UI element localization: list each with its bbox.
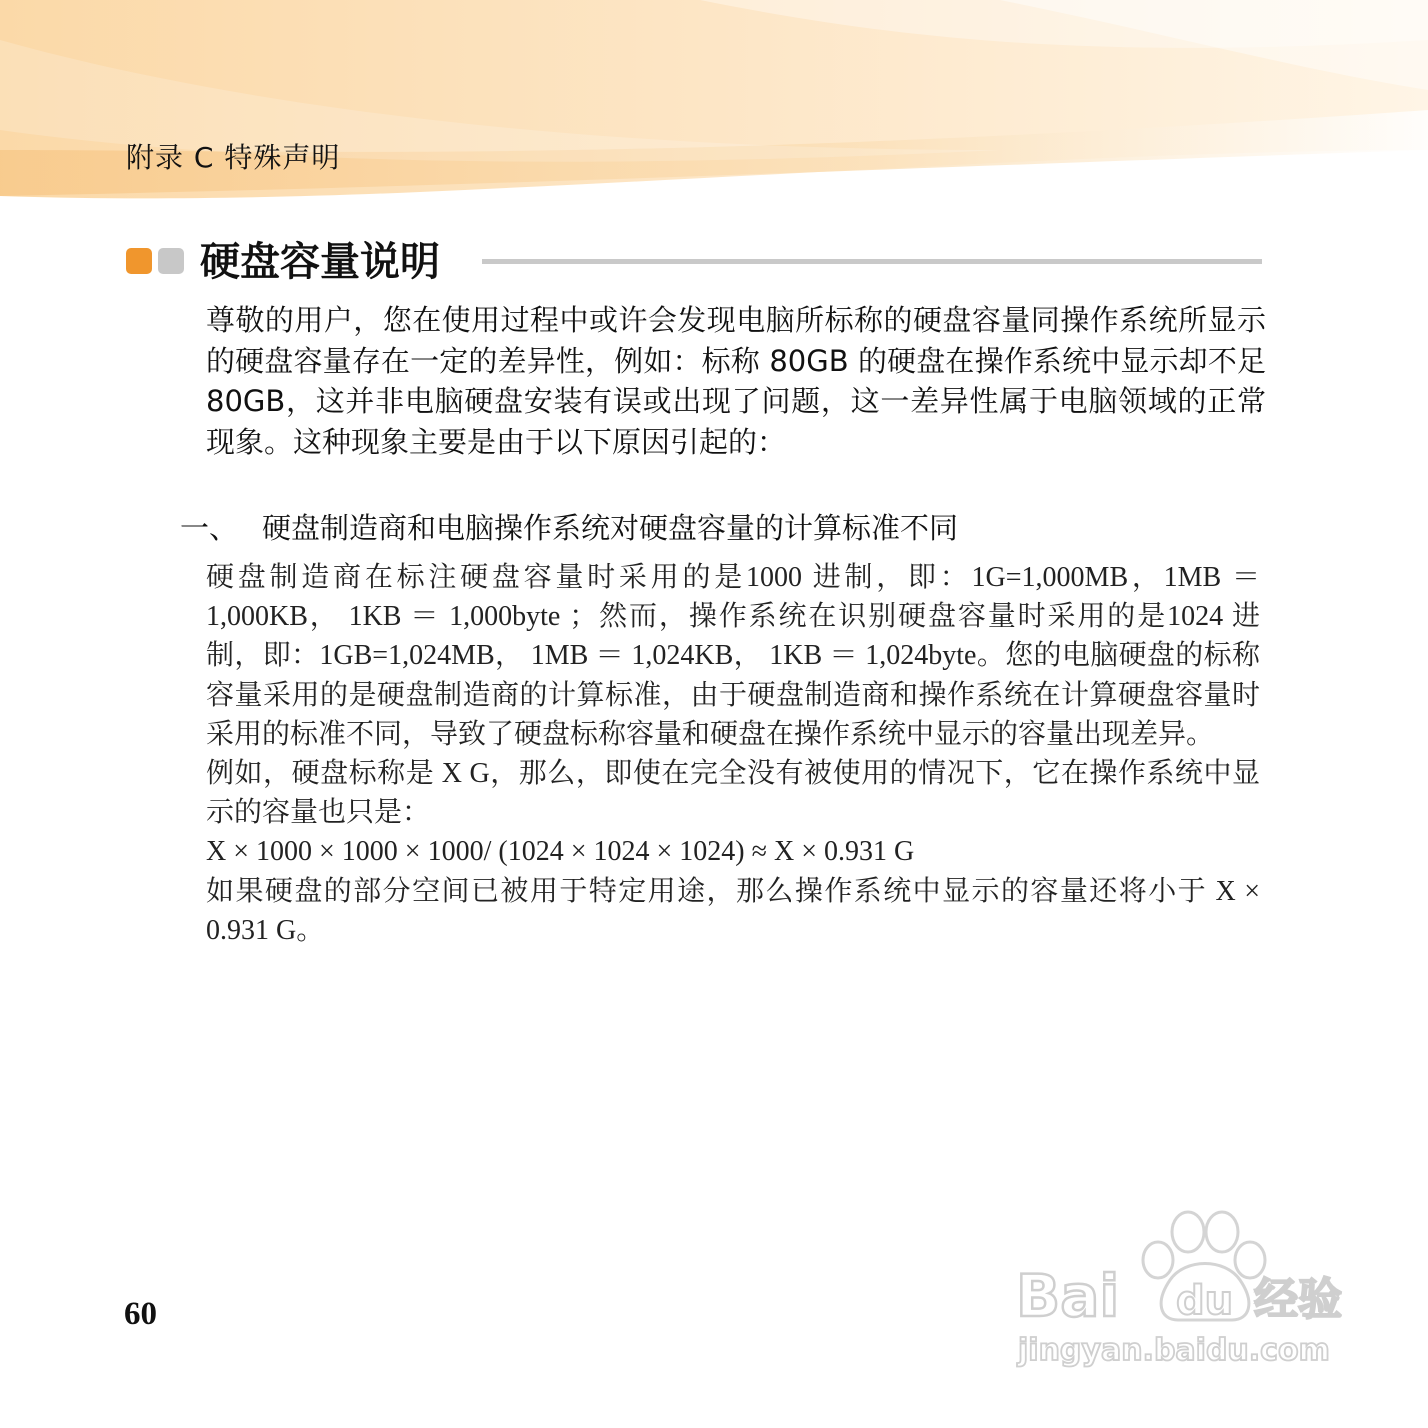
section-title: 硬盘容量说明 (200, 239, 440, 285)
body-paragraph: 如果硬盘的部分空间已被用于特定用途，那么操作系统中显示的容量还将小于 X × 0.931 G。 (206, 875, 1260, 946)
page-number: 60 (124, 1296, 157, 1332)
subsection-heading (180, 506, 958, 550)
intro-paragraph: 尊敬的用户，您在使用过程中或许会发现电脑所标称的硬盘容量同操作系统所显示的硬盘容量存在一定的差异性，例如：标称 80GB 的硬盘在操作系统中显示却不足 80GB，这并非电脑硬盘安装有误或出现了问题，这一差异性属于电脑领域的正常现象。这种现象主要是由于以下原因引起的： (206, 303, 1266, 459)
svg-text:Bai: Bai (1016, 1262, 1120, 1330)
subsection-body (206, 558, 1260, 950)
section-divider (482, 259, 1262, 264)
formula-line: X × 1000 × 1000 × 1000/ (1024 × 1024 × 1024) ≈ X × 0.931 G (206, 836, 915, 868)
baidu-jingyan-watermark (1010, 1210, 1350, 1380)
body-paragraph: 硬盘制造商在标注硬盘容量时采用的是1000 进制，即：1G=1,000MB，1MB ＝ 1,000KB， 1KB ＝ 1,000byte ；然而，操作系统在识别硬盘容量时采用的是1024 进制，即：1GB=1,024MB， 1MB ＝ 1,024KB， 1KB ＝ 1,024byte。您的电脑硬盘的标称容量采用的是硬盘制造商的计算标准，由于硬盘制造商和操作系统在计算硬盘容量时采用的标准不同，导致了硬盘标称容量和硬盘在操作系统中显示的容量出现差异。 (206, 562, 1260, 750)
svg-text:经验: 经验 (1254, 1274, 1342, 1325)
orange-square-icon (126, 248, 152, 274)
paw-logo-icon (1010, 1210, 1350, 1380)
svg-text:jingyan.baidu.com: jingyan.baidu.com (1018, 1333, 1330, 1368)
svg-text:du: du (1176, 1278, 1234, 1324)
section-heading (126, 234, 1266, 290)
subsection-number: 一、 (180, 511, 239, 545)
chapter-label: 附录 C 特殊声明 (126, 141, 341, 174)
gray-square-icon (158, 248, 184, 274)
body-paragraph: 例如，硬盘标称是 X G，那么，即使在完全没有被使用的情况下，它在操作系统中显示的容量也只是： (206, 758, 1260, 829)
subsection-title: 硬盘制造商和电脑操作系统对硬盘容量的计算标准不同 (262, 511, 959, 545)
